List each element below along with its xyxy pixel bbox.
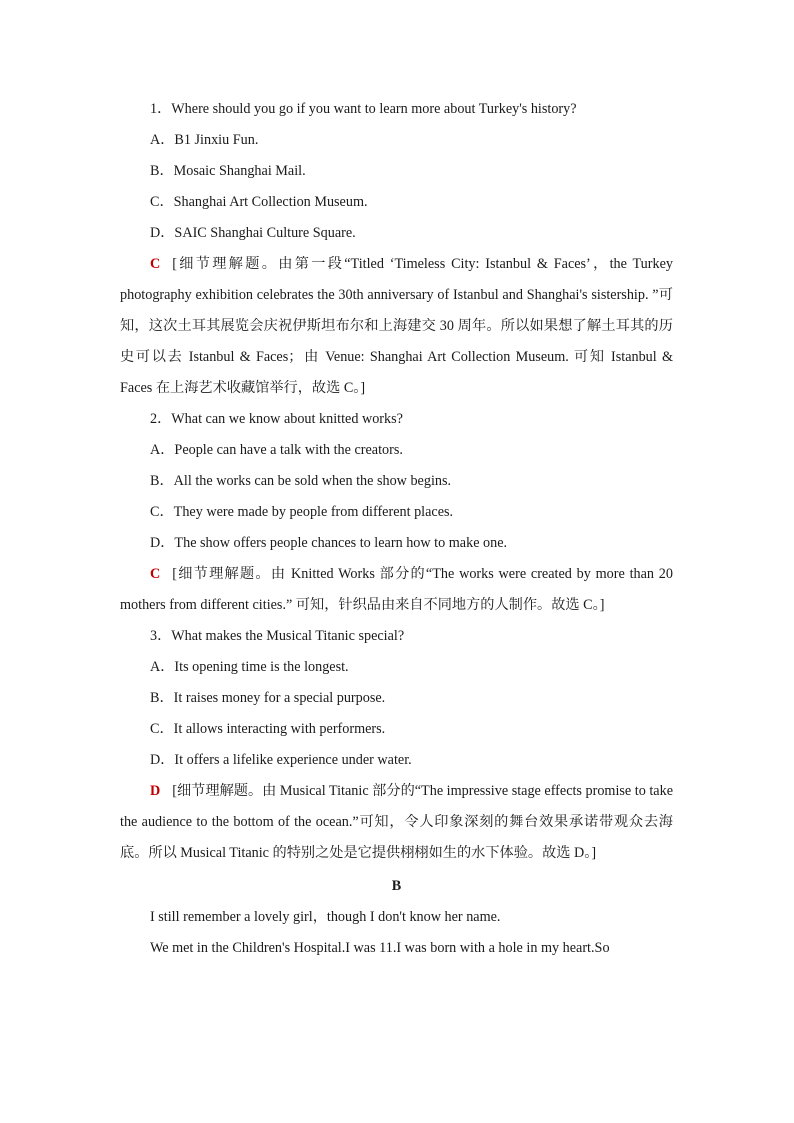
question-2 [120, 404, 673, 621]
option-d: D．SAIC Shanghai Culture Square. [150, 225, 356, 241]
answer-letter: D [150, 783, 161, 799]
option-c: C．They were made by people from different places. [150, 504, 454, 520]
option-b: B．It raises money for a special purpose. [150, 690, 386, 706]
answer-explanation [120, 776, 673, 869]
question-stem: 3．What makes the Musical Titanic special? [150, 628, 405, 644]
option-d: D．It offers a lifelike experience under water. [150, 752, 412, 768]
question-stem: 1．Where should you go if you want to learn more about Turkey's history? [150, 101, 577, 117]
answer-letter: C [150, 566, 161, 582]
explanation-text: [细节理解题。由第一段“Titled ‘Timeless City: Istanbul & Faces’，the Turkey photography exhibition celebrates the 30th anniversary of Istanbul and Shanghai's sistership. ”可知，这次土耳其展览会庆祝伊斯坦布尔和上海建交 30 周年。所以如果想了解土耳其的历史可以去 Istanbul & Faces；由 Venue: Shanghai Art Collection Museum. 可知 Istanbul & Faces 在上海艺术收藏馆举行，故选 C。] [120, 256, 673, 396]
document-content [120, 94, 673, 964]
answer-indent [120, 783, 150, 799]
section-heading: B [391, 878, 402, 894]
explanation-text: [细节理解题。由 Musical Titanic 部分的“The impressive stage effects promise to take the audience to the bottom of the ocean.”可知，令人印象深刻的舞台效果承诺带观众去海底。所以 Musical Titanic 的特别之处是它提供栩栩如生的水下体验。故选 D。] [120, 783, 673, 861]
question-stem: 2．What can we know about knitted works? [150, 411, 403, 427]
explanation-text: [细节理解题。由 Knitted Works 部分的“The works were created by more than 20 mothers from different cities.” 可知，针织品由来自不同地方的人制作。故选 C。] [120, 566, 673, 613]
option-a: A．B1 Jinxiu Fun. [150, 132, 259, 148]
option-d: D．The show offers people chances to learn how to make one. [150, 535, 508, 551]
passage-line-2: We met in the Children's Hospital.I was 11.I was born with a hole in my heart.So [150, 940, 610, 956]
answer-explanation [120, 249, 673, 404]
question-1 [120, 94, 673, 404]
question-3 [120, 621, 673, 869]
answer-explanation [120, 559, 673, 621]
option-b: B．All the works can be sold when the show begins. [150, 473, 452, 489]
passage-line-1: I still remember a lovely girl，though I don't know her name. [150, 909, 501, 925]
answer-indent [120, 256, 150, 272]
option-b: B．Mosaic Shanghai Mail. [150, 163, 306, 179]
option-a: A．Its opening time is the longest. [150, 659, 349, 675]
answer-indent [120, 566, 150, 582]
option-c: C．It allows interacting with performers. [150, 721, 386, 737]
option-a: A．People can have a talk with the creators. [150, 442, 403, 458]
answer-letter: C [150, 256, 161, 272]
option-c: C．Shanghai Art Collection Museum. [150, 194, 368, 210]
